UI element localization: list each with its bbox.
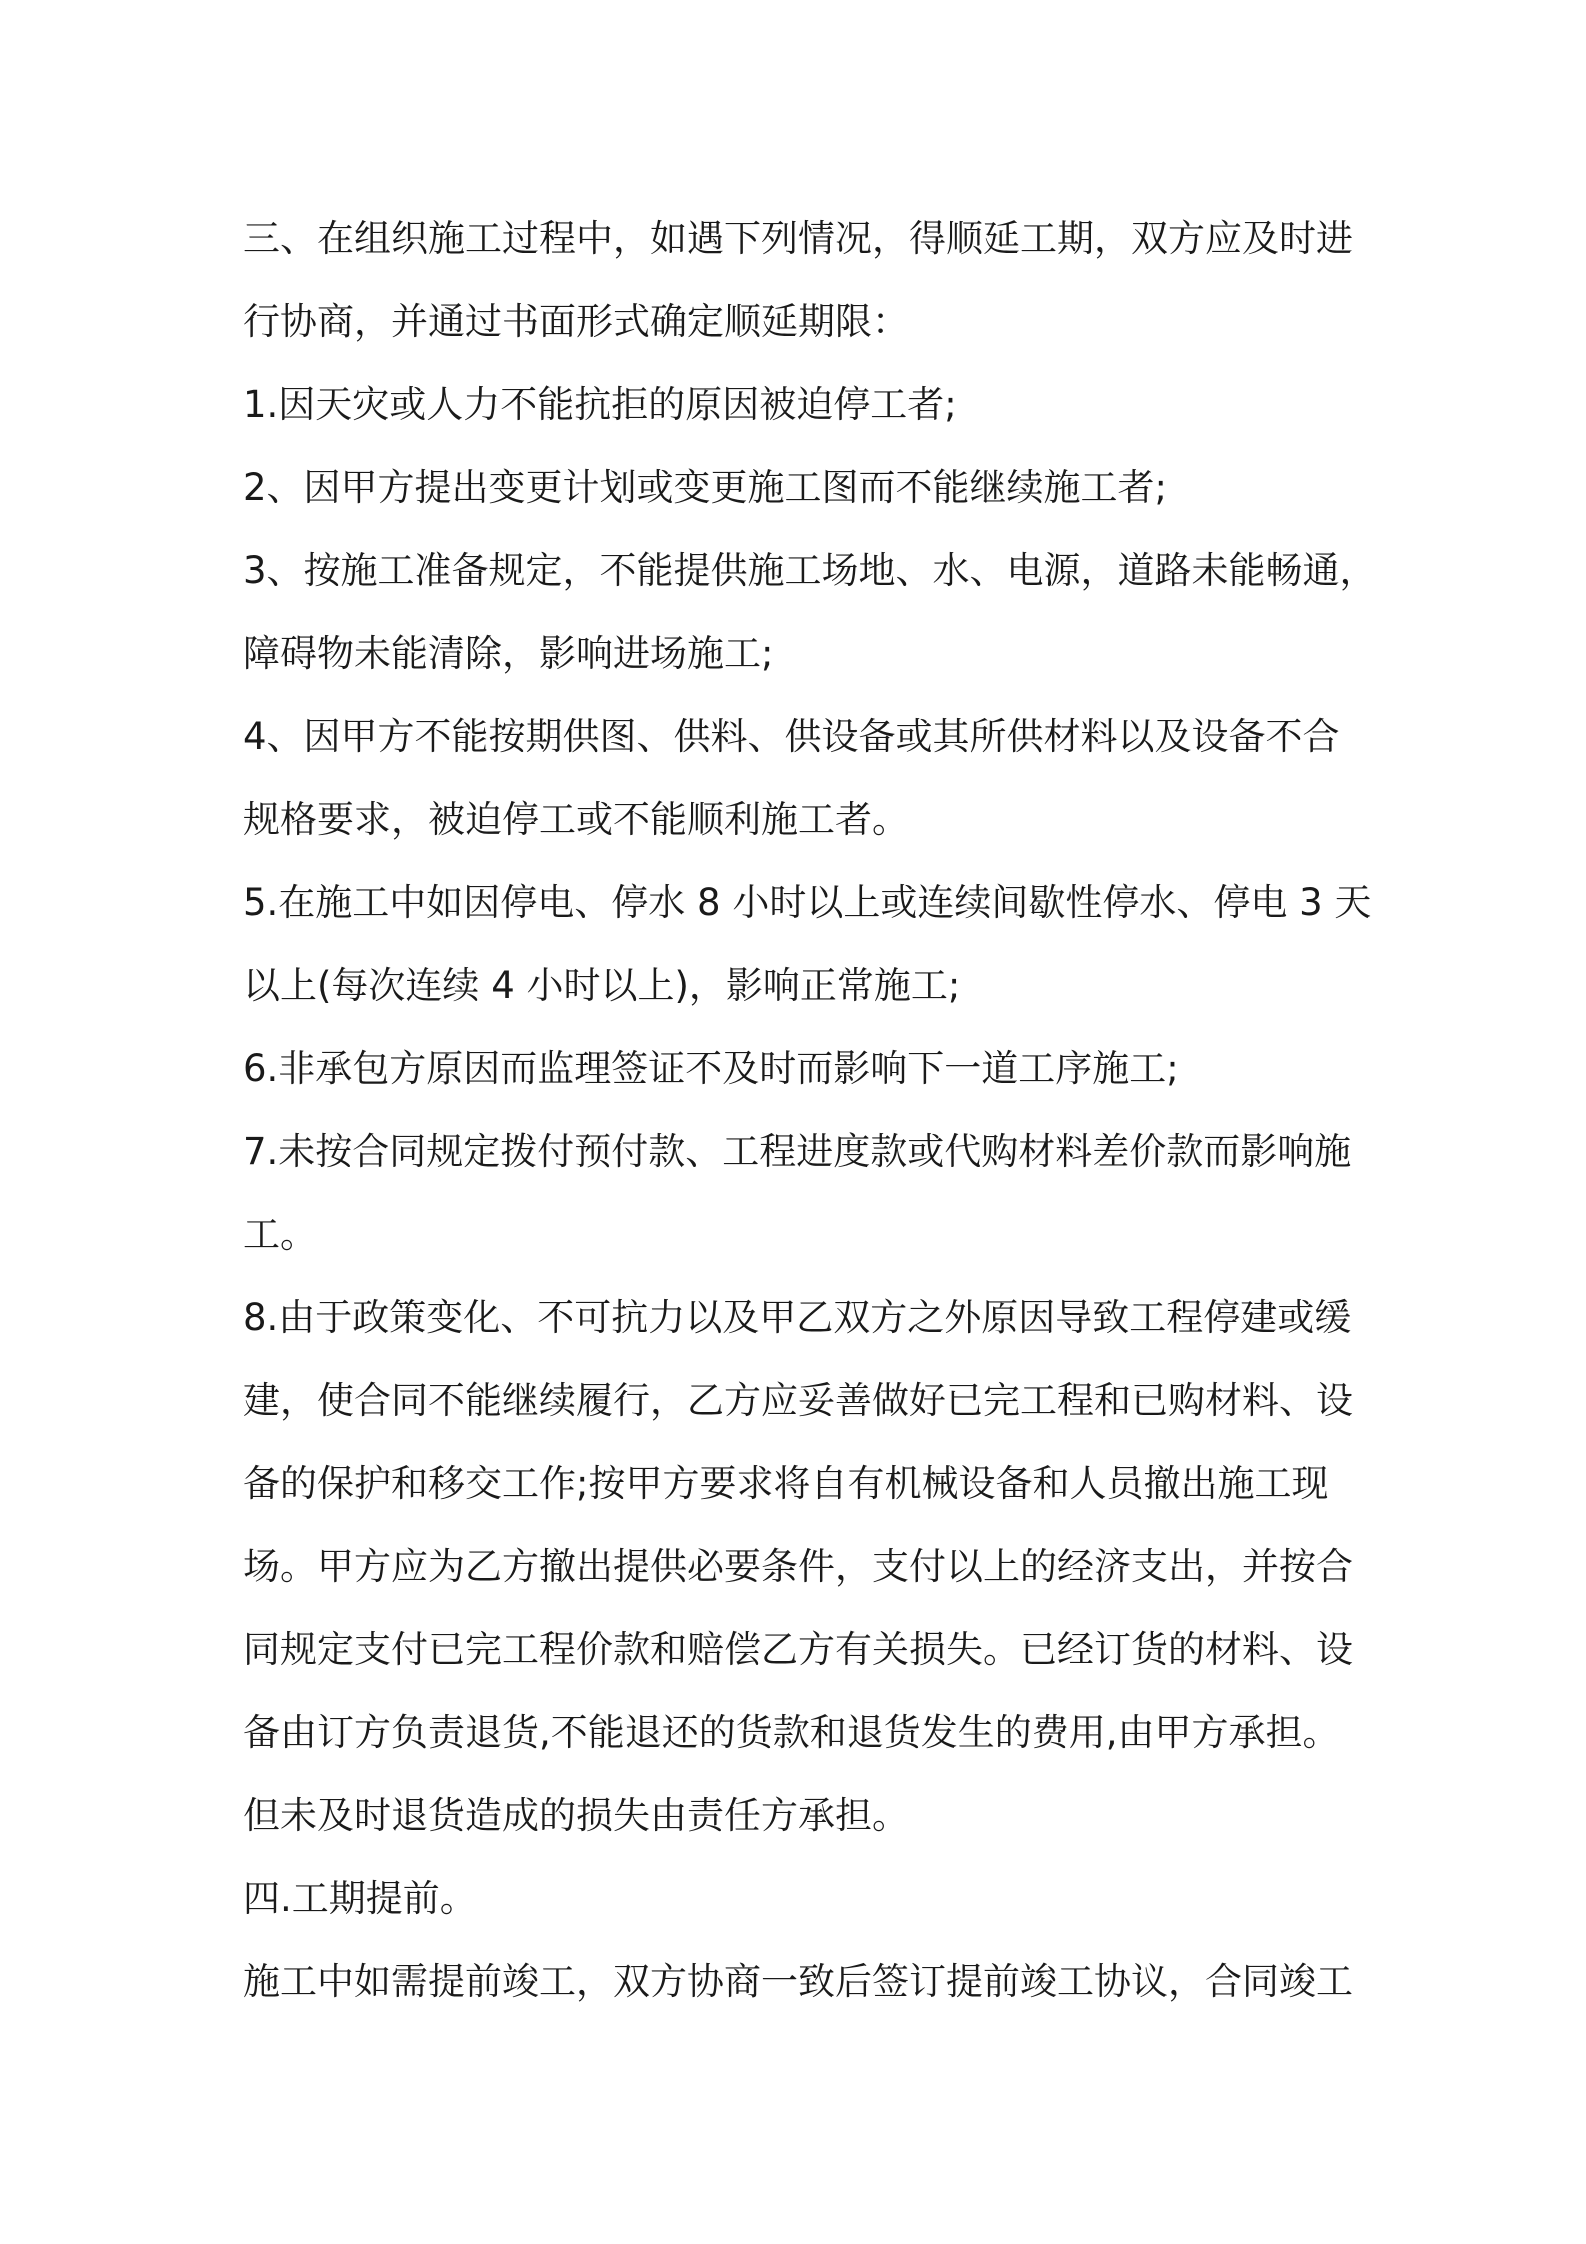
item-8-line-7: 但未及时退货造成的损失由责任方承担。 (243, 1794, 909, 1837)
item-3-line-1: 3、按施工准备规定，不能提供施工场地、水、电源，道路未能畅通， (243, 549, 1377, 592)
item-2-line: 2、因甲方提出变更计划或变更施工图而不能继续施工者; (243, 466, 1168, 509)
clause-3-heading-line-1: 三、在组织施工过程中，如遇下列情况，得顺延工期，双方应及时进 (243, 217, 1353, 260)
clause-3-heading-line-2: 行协商，并通过书面形式确定顺延期限： (243, 300, 909, 343)
item-3-line-2: 障碍物未能清除，影响进场施工; (243, 632, 774, 675)
item-4-line-1: 4、因甲方不能按期供图、供料、供设备或其所供材料以及设备不合 (243, 715, 1340, 758)
item-8-line-6: 备由订方负责退货,不能退还的货款和退货发生的费用,由甲方承担。 (243, 1711, 1340, 1754)
item-8-line-2: 建，使合同不能继续履行，乙方应妥善做好已完工程和已购材料、设 (243, 1379, 1353, 1422)
item-8-line-4: 场。甲方应为乙方撤出提供必要条件，支付以上的经济支出，并按合 (243, 1545, 1353, 1588)
item-5-line-2: 以上(每次连续 4 小时以上)，影响正常施工; (243, 964, 961, 1007)
item-8-line-5: 同规定支付已完工程价款和赔偿乙方有关损失。已经订货的材料、设 (243, 1628, 1353, 1671)
item-7-line-2: 工。 (243, 1213, 317, 1256)
item-5-line-1: 5.在施工中如因停电、停水 8 小时以上或连续间歇性停水、停电 3 天 (243, 881, 1372, 924)
item-8-line-3: 备的保护和移交工作;按甲方要求将自有机械设备和人员撤出施工现 (243, 1462, 1329, 1505)
item-8-line-1: 8.由于政策变化、不可抗力以及甲乙双方之外原因导致工程停建或缓 (243, 1296, 1352, 1339)
item-7-line-1: 7.未按合同规定拨付预付款、工程进度款或代购材料差价款而影响施 (243, 1130, 1352, 1173)
clause-4-heading: 四.工期提前。 (243, 1877, 477, 1920)
item-1-line: 1.因天灾或人力不能抗拒的原因被迫停工者; (243, 383, 957, 426)
document-body (243, 197, 1377, 2023)
item-4-line-2: 规格要求，被迫停工或不能顺利施工者。 (243, 798, 909, 841)
clause-4-body-line-1: 施工中如需提前竣工，双方协商一致后签订提前竣工协议，合同竣工 (243, 1960, 1353, 2003)
item-6-line: 6.非承包方原因而监理签证不及时而影响下一道工序施工; (243, 1047, 1179, 1090)
